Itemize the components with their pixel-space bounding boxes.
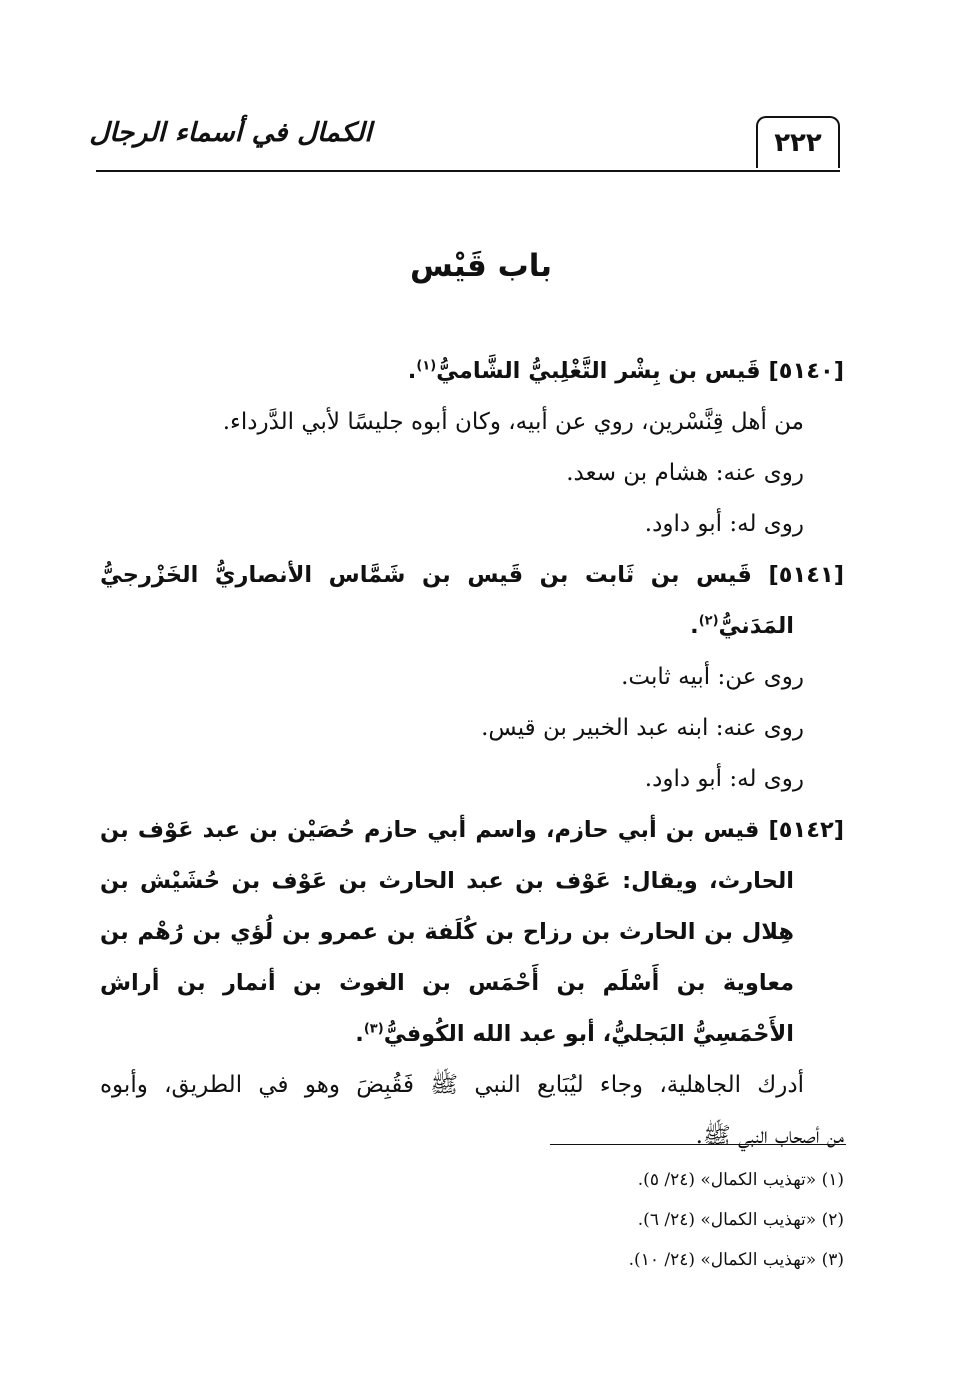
text-line (100, 805, 844, 856)
line-text: الحارث، ويقال: عَوْف بن عبد الحارث بن عَوْف بن حُشَيْش بن (100, 868, 794, 894)
text-line (100, 856, 844, 907)
line-end-punct: . (407, 358, 417, 384)
page-header (89, 104, 840, 174)
book-title: الكمال في أسماء الرجال (89, 118, 372, 148)
line-text: روى له: أبو داود. (644, 511, 804, 537)
line-text: الأَحْمَسِيُّ البَجليُّ، أبو عبد الله الكُوفيُّ (383, 1021, 794, 1047)
footnotes (100, 1160, 844, 1280)
text-line (100, 703, 844, 754)
line-text: روى عن: أبيه ثابت. (621, 664, 804, 690)
line-text: [٥١٤١] قَيس بن ثَابت بن قَيس بن شَمَّاس الأنصاريُّ الخَزْرجيُّ (100, 562, 844, 588)
text-line (100, 499, 844, 550)
text-line (100, 907, 844, 958)
footnote-ref: (١) (416, 358, 437, 374)
line-text: المَدَنيُّ (718, 613, 794, 639)
text-line (100, 346, 844, 397)
text-line (100, 958, 844, 1009)
line-text: روى عنه: هشام بن سعد. (566, 460, 804, 486)
page-number: ٢٢٢ (756, 116, 840, 168)
text-line (100, 754, 844, 805)
line-end-punct: . (690, 613, 699, 639)
line-end-punct: . (355, 1021, 364, 1047)
header-rule (96, 170, 840, 172)
line-text: من أصحاب النبي ﷺ. (695, 1123, 844, 1149)
footnote-ref: (٢) (698, 613, 719, 629)
line-text: [٥١٤٠] قَيس بن بِشْر التَّغْلِبيُّ الشَّاميُّ (436, 358, 844, 384)
chapter-title: باب قَيْس (410, 248, 552, 284)
text-line (100, 550, 844, 601)
text-line (100, 1060, 844, 1111)
text-line (100, 652, 844, 703)
text-line (100, 448, 844, 499)
text-line (100, 1009, 844, 1060)
text-line (100, 397, 844, 448)
line-text: [٥١٤٢] قيس بن أبي حازم، واسم أبي حازم حُصَيْن بن عبد عَوْف بن (100, 817, 844, 843)
line-text: روى له: أبو داود. (644, 766, 804, 792)
line-text: أدرك الجاهلية، وجاء ليُبَايع النبي ﷺ فَقُبِضَ وهو في الطريق، وأبوه (100, 1072, 804, 1098)
text-line (100, 601, 844, 652)
line-text: هِلال بن الحارث بن رزاح بن كُلَفة بن عمرو بن لُؤي بن رُهْم بن (100, 919, 794, 945)
main-text (100, 346, 844, 1162)
line-text: روى عنه: ابنه عبد الخبير بن قيس. (481, 715, 804, 741)
line-text: معاوية بن أَسْلَم بن أَحْمَس بن الغوث بن أنمار بن أراش (100, 970, 794, 996)
footnote-separator (550, 1144, 846, 1145)
footnote: (٢) «تهذيب الكمال» (٢٤/ ٦). (637, 1210, 844, 1230)
footnote-ref: (٣) (363, 1021, 384, 1037)
footnote: (١) «تهذيب الكمال» (٢٤/ ٥). (637, 1170, 844, 1190)
text-line (100, 1111, 844, 1162)
line-text: من أهل قِنَّسْرين، روي عن أبيه، وكان أبوه جليسًا لأبي الدَّرداء. (222, 409, 804, 435)
footnote: (٣) «تهذيب الكمال» (٢٤/ ١٠). (628, 1250, 844, 1270)
